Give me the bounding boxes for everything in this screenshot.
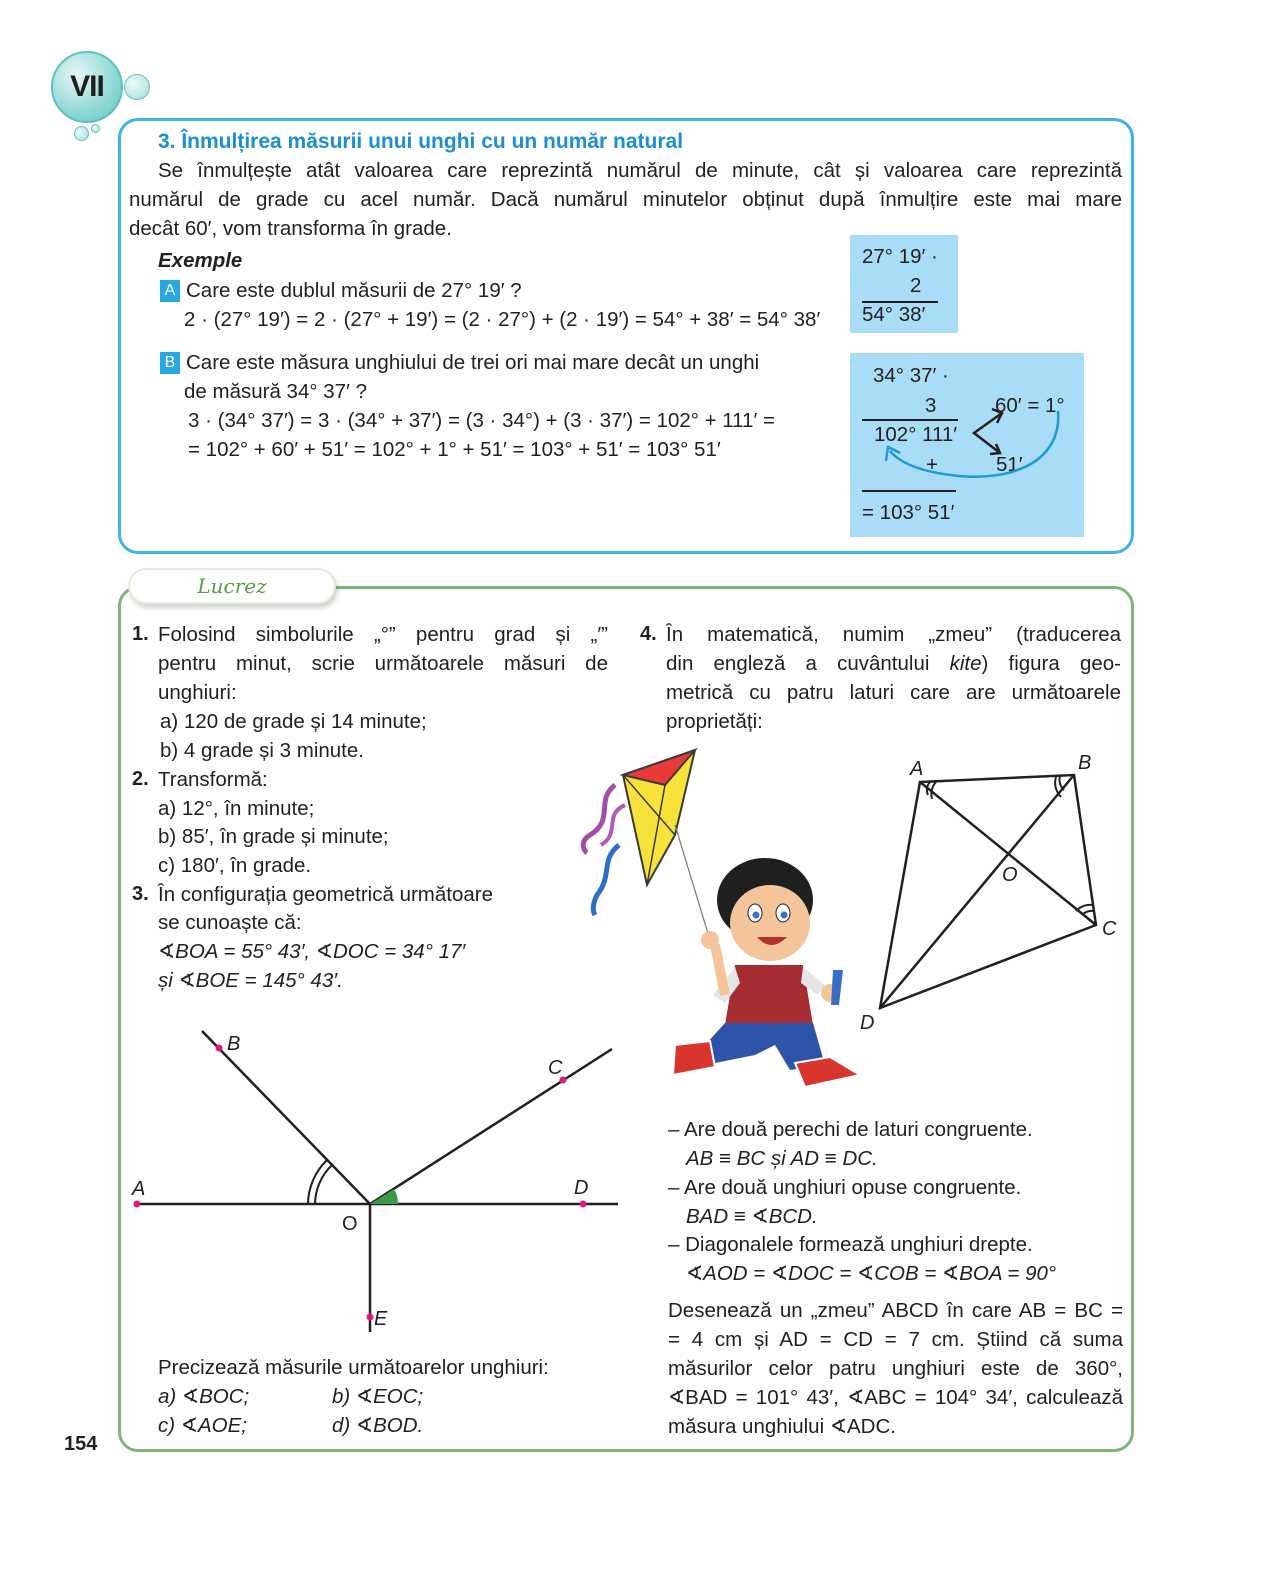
label-O: O — [342, 1213, 358, 1235]
intro-line: decât 60′, vom transforma în grade. — [129, 217, 452, 240]
kite-figure — [850, 745, 1130, 1045]
ex4-line2-a: din engleză a cuvântului — [666, 652, 950, 675]
ex3-angle-figure — [128, 1020, 628, 1340]
ex4-line2-kite: kite — [949, 652, 982, 675]
ex1-line: Folosind simbolurile „°” pentru grad și „′” — [158, 623, 608, 646]
example-b-question — [160, 348, 759, 377]
example-a-question-text: Care este dublul măsurii de 27° 19′ ? — [186, 279, 522, 302]
point-D — [580, 1201, 587, 1208]
ex2-item-a: a) 12°, în minute; — [158, 797, 315, 820]
ex1-item-b: b) 4 grade și 3 minute. — [160, 739, 364, 762]
point-B — [216, 1045, 223, 1052]
label-A: A — [910, 758, 924, 780]
ex4-line: În matematică, numim „zmeu” (traducerea — [666, 623, 1121, 646]
diagonal-BD — [880, 775, 1074, 1008]
angle-arc-BOA — [308, 1160, 327, 1204]
label-O: O — [1002, 864, 1018, 886]
ex4-property-detail: AB ≡ BC și AD ≡ DC. — [686, 1147, 878, 1170]
angle-mark-A — [931, 782, 936, 799]
kid-face — [730, 885, 810, 961]
ex4-line — [666, 649, 1121, 678]
ex1-line: pentru minut, scrie următoarele măsuri de — [158, 652, 608, 675]
ex4-task: măsurilor celor patru unghiuri este de 360°, — [668, 1357, 1123, 1380]
calc-box-a — [850, 235, 958, 333]
section-title: 3. Înmulțirea măsurii unui unghi cu un număr natural — [158, 130, 684, 153]
ex2-title: Transformă: — [158, 768, 268, 791]
carry-arrow — [890, 411, 1058, 477]
kite-spool-icon — [831, 970, 843, 1005]
label-B: B — [227, 1033, 241, 1055]
ex3-item-a: a) ∢BOC; — [158, 1385, 250, 1408]
example-b-solution-2: = 102° + 60′ + 51′ = 102° + 1° + 51′ = 103° + 51′ = 103° 51′ — [188, 438, 721, 461]
chapter-badge — [51, 51, 123, 123]
label-E: E — [374, 1308, 388, 1330]
bubble-decoration — [124, 74, 150, 100]
calc-a-line2: 2 — [910, 274, 922, 297]
intro-line: Se înmulțește atât valoarea care reprezintă numărul de minute, cât și valoarea care reprezintă — [158, 159, 1122, 182]
kid-arm — [715, 945, 725, 995]
ex3-line: ∢BOA = 55° 43′, ∢DOC = 34° 17′ — [158, 940, 466, 963]
ex4-property: – Diagonalele formează unghiuri drepte. — [668, 1233, 1033, 1256]
ex3-line: În configurația geometrică următoare — [158, 883, 494, 906]
ex4-task: măsura unghiului ∢ADC. — [668, 1415, 896, 1438]
ex3-question: Precizează măsurile următoarelor unghiuri: — [158, 1356, 549, 1379]
ex4-number: 4. — [640, 623, 657, 645]
ex4-property-detail: ∢AOD = ∢DOC = ∢COB = ∢BOA = 90° — [686, 1262, 1057, 1285]
ex4-task: = 4 cm și AD = CD = 7 cm. Știind că suma — [668, 1328, 1123, 1351]
example-a-solution: 2 · (27° 19′) = 2 · (27° + 19′) = (2 · 27°) + (2 · 19′) = 54° + 38′ = 54° 38′ — [184, 308, 821, 331]
ex4-line: proprietăți: — [666, 710, 763, 733]
page-number: 154 — [64, 1433, 98, 1455]
calc-box-b — [850, 353, 1084, 537]
ex4-line2-c: ) figura geo- — [981, 652, 1121, 675]
kid-with-kite-illustration — [575, 745, 865, 1105]
ex1-item-a: a) 120 de grade și 14 minute; — [160, 710, 427, 733]
ray-OB — [202, 1031, 370, 1204]
calc-b-line2: 3 — [925, 394, 937, 417]
calc-b-conversion: 60′ = 1° — [995, 394, 1065, 417]
ex2-number: 2. — [132, 768, 149, 790]
calc-a-line1: 27° 19′ · — [862, 245, 938, 268]
example-a-question — [160, 276, 522, 305]
kite-tail-icon — [583, 785, 615, 853]
kite-tail-icon — [593, 845, 619, 915]
label-D: D — [860, 1012, 875, 1034]
label-C: C — [548, 1057, 563, 1079]
calc-b-result: = 103° 51′ — [862, 501, 955, 524]
kid-pupil — [753, 912, 760, 919]
kid-shoe — [673, 1041, 715, 1075]
kid-shoe — [795, 1057, 860, 1087]
example-b-question-text: Care este măsura unghiului de trei ori mai mare decât un unghi — [186, 351, 760, 374]
calc-b-plus: + — [926, 453, 938, 476]
ex3-item-b: b) ∢EOC; — [332, 1385, 424, 1408]
example-b-solution-1: 3 · (34° 37′) = 3 · (34° + 37′) = (3 · 34°) + (3 · 37′) = 102° + 111′ = — [188, 409, 775, 432]
kite-ABCD — [880, 775, 1096, 1008]
intro-line: numărul de grade cu acel număr. Dacă numărul minutelor obținut după înmulțire este mai mare — [129, 188, 1122, 211]
label-B: B — [1078, 752, 1092, 774]
kid-shirt — [725, 965, 813, 1025]
ex3-number: 3. — [132, 883, 149, 905]
calc-a-result: 54° 38′ — [862, 303, 926, 326]
label-A: A — [132, 1178, 146, 1200]
ex1-number: 1. — [132, 623, 149, 645]
ex1-line: unghiuri: — [158, 681, 237, 704]
angle-mark-C — [1082, 911, 1094, 915]
examples-label: Exemple — [158, 249, 243, 272]
bubble-decoration — [91, 124, 100, 133]
lucrez-tab — [128, 568, 336, 604]
calc-b-rest: 51′ — [996, 453, 1023, 476]
chapter-number: VII — [70, 70, 104, 103]
ex2-item-c: c) 180′, în grade. — [158, 854, 312, 877]
ex4-property: – Are două unghiuri opuse congruente. — [668, 1176, 1022, 1199]
ex4-property: – Are două perechi de laturi congruente. — [668, 1118, 1033, 1141]
calc-b-line1: 34° 37′ · — [873, 364, 949, 387]
example-a-marker: A — [160, 280, 180, 302]
label-C: C — [1102, 918, 1117, 940]
bubble-decoration — [74, 126, 89, 141]
angle-DOC-fill — [370, 1189, 398, 1204]
ex4-line: metrică cu patru laturi care are următoarele — [666, 681, 1121, 704]
kite-string — [675, 825, 710, 940]
calc-b-arrows — [850, 353, 1084, 537]
ex3-line: și ∢BOE = 145° 43′. — [158, 969, 343, 992]
example-b-question-2: de măsură 34° 37′ ? — [184, 380, 367, 403]
ex3-line: se cunoaște că: — [158, 911, 302, 934]
ex3-item-d: d) ∢BOD. — [332, 1414, 424, 1437]
ex4-property-detail: BAD ≡ ∢BCD. — [686, 1205, 818, 1228]
point-A — [134, 1201, 141, 1208]
calc-b-line3: 102° 111′ — [874, 423, 958, 446]
example-b-marker: B — [160, 352, 180, 374]
angle-mark-B — [1059, 776, 1064, 790]
kid-pupil — [781, 912, 788, 919]
ex3-item-c: c) ∢AOE; — [158, 1414, 247, 1437]
label-D: D — [574, 1177, 589, 1199]
ex4-task: Desenează un „zmeu” ABCD în care AB = BC = — [668, 1299, 1123, 1322]
ex2-item-b: b) 85′, în grade și minute; — [158, 825, 389, 848]
lucrez-label: Lucrez — [197, 574, 267, 598]
point-E — [367, 1314, 374, 1321]
ex4-task: ∢BAD = 101° 43′, ∢ABC = 104° 34′, calculează — [668, 1386, 1123, 1409]
